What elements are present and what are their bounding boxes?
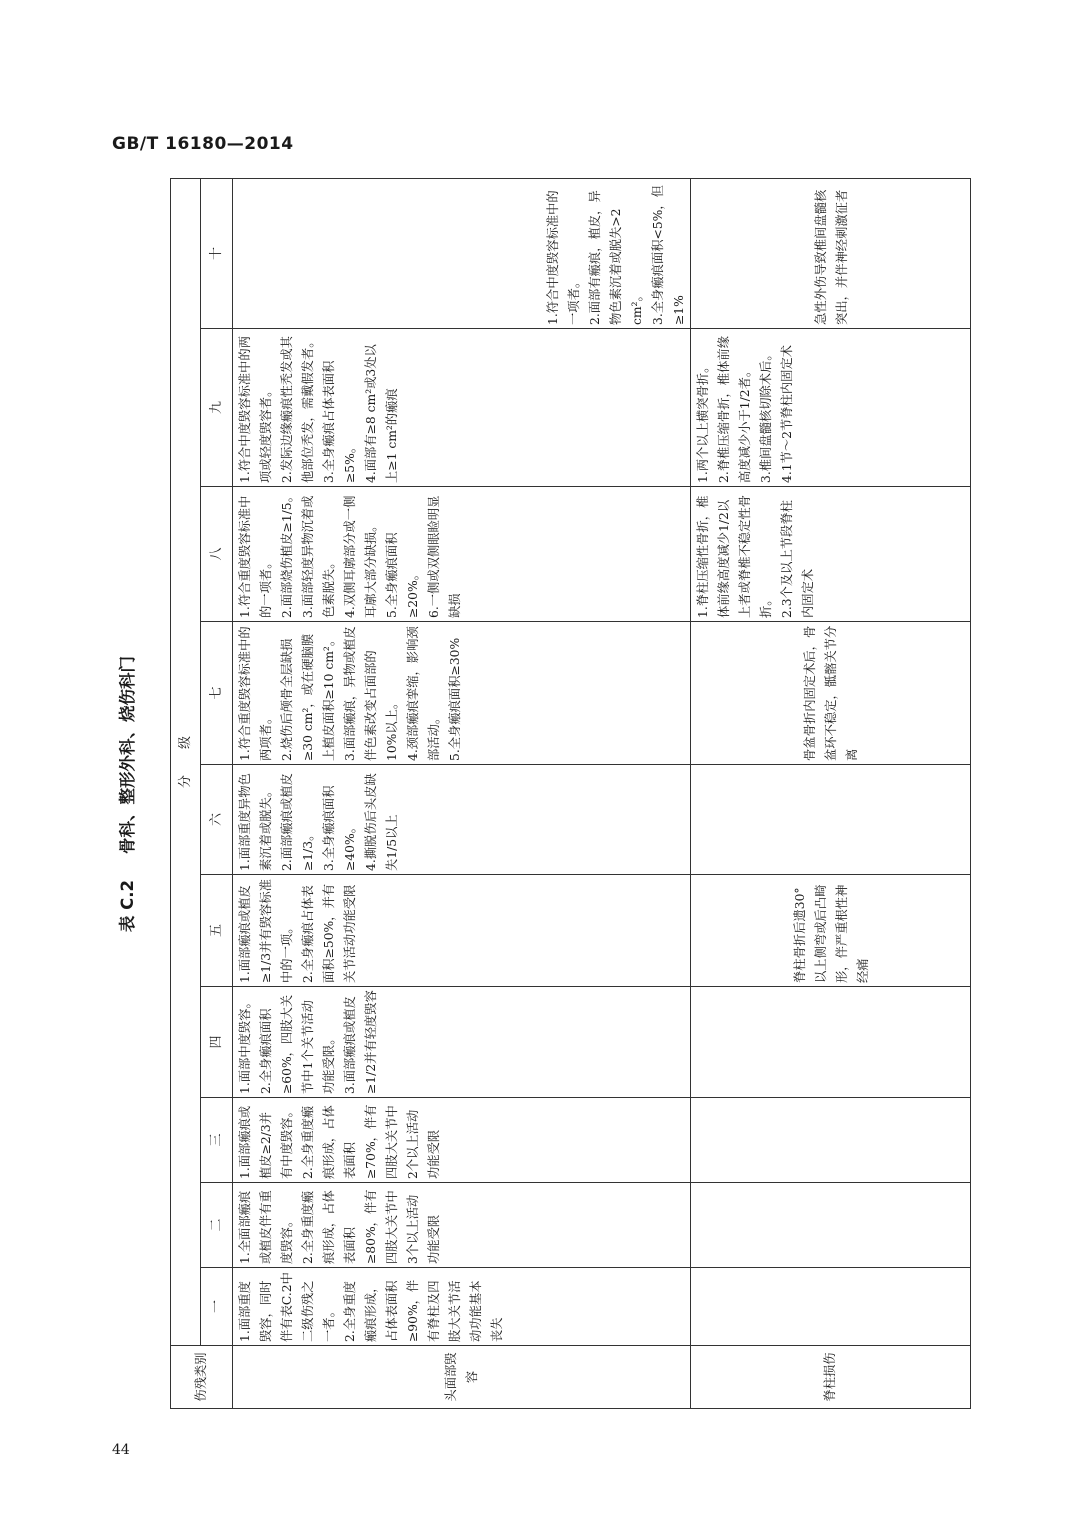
disability-grade-table <box>170 178 971 1409</box>
grade-header-6: 六 <box>201 765 233 875</box>
grade-header-10: 十 <box>201 178 233 328</box>
cell-spine-grade-5: 脊柱骨折后遗30°以上侧弯或后凸畸形，伴严重根性神经痛 <box>691 875 971 987</box>
page-number: 44 <box>112 1442 130 1458</box>
standard-id: GB/T 16180—2014 <box>112 134 294 154</box>
cell-spine-grade-10: 急性外伤导致椎间盘髓核突出，并伴神经刺激征者 <box>691 178 971 328</box>
cell-spine-grade-4 <box>691 987 971 1098</box>
caption-number: 表 C.2 <box>118 879 137 933</box>
group-header: 分 级 <box>171 178 201 1345</box>
grade-header-7: 七 <box>201 622 233 765</box>
cell-spine-grade-1 <box>691 1268 971 1346</box>
corner-label: 伤残类别 <box>171 1346 233 1409</box>
grade-header-5: 五 <box>201 875 233 987</box>
cell-spine-grade-6 <box>691 765 971 875</box>
table-row <box>233 178 691 1408</box>
grade-header-3: 三 <box>201 1098 233 1183</box>
grade-header-4: 四 <box>201 987 233 1098</box>
cell-face-grade-5: 1.面部瘢痕或植皮≥1/3并有毁容标准中的一项。 2.全身瘢痕占体表面积≥50%，并有关节活动功能受限 <box>233 875 691 987</box>
grade-header-2: 二 <box>201 1183 233 1268</box>
cell-face-grade-9: 1.符合中度毁容标准中的两项或轻度毁容者。 2.发际边缘瘢痕性秃发或其他部位秃发，需戴假发者。 3.全身瘢痕占体表面积≥5%。 4.面部有≥8 cm²或3处以上≥1 cm²的瘢痕 <box>233 329 691 487</box>
grade-header-8: 八 <box>201 487 233 622</box>
cell-face-grade-4: 1.面部中度毁容。 2.全身瘢痕面积≥60%，四肢大关节中1个关节活动功能受限。 3.面部瘢痕或植皮≥1/2并有轻度毁容 <box>233 987 691 1098</box>
cell-spine-grade-3 <box>691 1098 971 1183</box>
cell-face-grade-3: 1.面部瘢痕或植皮≥2/3并有中度毁容。 2.全身重度瘢痕形成，占体表面积≥70%，伴有四肢大关节中2个以上活动功能受限 <box>233 1098 691 1183</box>
cell-face-grade-8: 1.符合重度毁容标准中的一项者。 2.面部烧伤植皮≥1/5。 3.面部轻度异物沉着或色素脱失。 4.双侧耳廓部分或一侧耳廓大部分缺损。 5.全身瘢痕面积≥20%。 6.一侧或双侧眼睑明显缺损 <box>233 487 691 622</box>
caption-title: 骨科、整形外科、烧伤科门 <box>118 655 137 854</box>
grade-header-9: 九 <box>201 329 233 487</box>
cell-face-grade-2: 1.全面部瘢痕或植皮伴有重度毁容。 2.全身重度瘢痕形成，占体表面积≥80%，伴有四肢大关节中3个以上活动功能受限 <box>233 1183 691 1268</box>
cell-face-grade-10: 1.符合中度毁容标准中的一项者。 2.面部有瘢痕，植皮，异物色素沉着或脱失>2 cm²。 3.全身瘢痕面积<5%，但≥1% <box>233 178 691 328</box>
table-row <box>691 178 971 1408</box>
cell-face-grade-1: 1.面部重度毁容，同时伴有表C.2中二级伤残之一者。 2.全身重度瘢痕形成，占体表面积≥90%，伴有脊柱及四肢大关节活动功能基本丧失 <box>233 1268 691 1346</box>
cell-spine-grade-2 <box>691 1183 971 1268</box>
cell-spine-grade-8: 1.脊柱压缩性骨折，椎体前缘高度减少1/2以上者或脊椎不稳定性骨折。 2.3个及以上节段脊柱内固定术 <box>691 487 971 622</box>
cell-spine-grade-7: 骨盆骨折内固定术后，骨盆环不稳定，骶髂关节分离 <box>691 622 971 765</box>
category-spine-injury: 脊柱损伤 <box>691 1346 971 1409</box>
cell-face-grade-7: 1.符合重度毁容标准中的两项者。 2.烧伤后颅骨全层缺损≥30 cm²，或在硬脑膜上植皮面积≥10 cm²。 3.面部瘢痕，异物或植皮伴色素改变占面部的10%以上。 4.颈部瘢痕挛缩，影响颈部活动。 5.全身瘢痕面积≥30% <box>233 622 691 765</box>
rotated-table-block <box>118 179 970 1409</box>
table-caption <box>114 179 138 1409</box>
grade-header-1: 一 <box>201 1268 233 1346</box>
cell-face-grade-6: 1.面部重度异物色素沉着或脱失。 2.面部瘢痕或植皮≥1/3。 3.全身瘢痕面积≥40%。 4.撕脱伤后头皮缺失1/5以上 <box>233 765 691 875</box>
category-face-disfigurement: 头面部毁容 <box>233 1346 691 1409</box>
cell-spine-grade-9: 1.两个以上横突骨折。 2.脊椎压缩骨折，椎体前缘高度减少小于1/2者。 3.椎间盘髓核切除术后。 4.1节～2节脊柱内固定术 <box>691 329 971 487</box>
